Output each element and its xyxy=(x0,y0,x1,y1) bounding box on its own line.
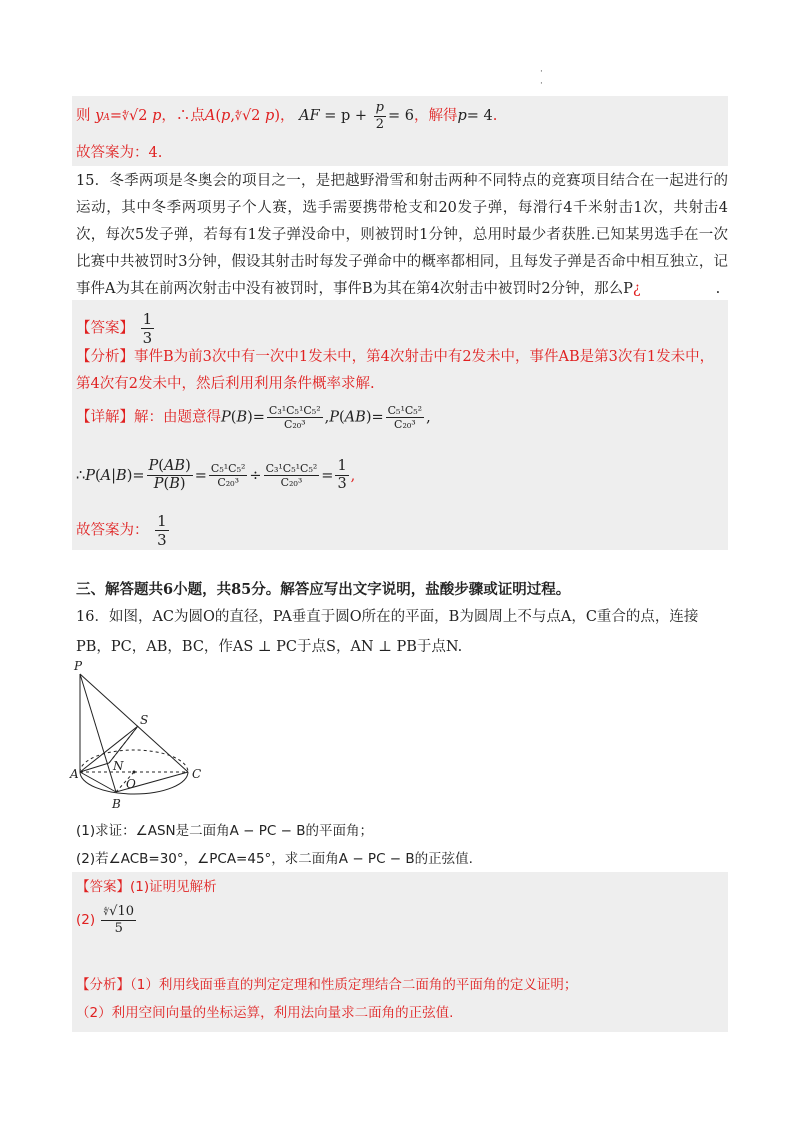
center-o-dot xyxy=(133,771,136,774)
q15-formula: ∴P(A|B)= $\frac{P(AB)}{P(B)}$ = $\frac{\text{C₅¹C₅²}}{\text{C₂₀³}}$ ÷ $\frac{\text{C₃¹C₅¹C₅²}}{\text{C₂₀³}}$ = $\frac{1}{3}$ , xyxy=(76,458,356,493)
q15-final: 故答案为： $\frac{1}{3}$ xyxy=(76,512,167,549)
label-s: S xyxy=(140,713,149,727)
q16-sub1: (1)求证：∠ASN是二面角A − PC − B的平面角； xyxy=(76,823,373,839)
edge-pc xyxy=(80,674,188,772)
q16-line1: 16．如图，AC为圆O的直径，PA垂直于圆O所在的平面，B为圆周上不与点A，C重合的点，连接 xyxy=(76,609,699,625)
label-c: C xyxy=(192,767,202,781)
label-a: A xyxy=(70,767,79,781)
q16-answer2: (2) $\frac{∜√10}{5}$ xyxy=(76,904,134,936)
edge-pb xyxy=(80,674,116,792)
label-p: P xyxy=(74,659,83,673)
label-o: O xyxy=(126,777,136,791)
geometry-figure xyxy=(68,658,218,818)
q16-sub2: (2)若∠ACB=30°，∠PCA=45°，求二面角A − PC − B的正弦值. xyxy=(76,851,473,867)
q15-detail: 【详解】解：由题意得P(B)= $\frac{\text{C₃¹C₅¹C₅²}}{\text{C₂₀³}}$ ,P(AB)= $\frac{\text{C₅¹C₅²}}{\text{C₂₀³}}$ , xyxy=(76,404,431,432)
section-3-heading: 三、解答题共6小题，共85分。解答应写出文字说明，盐酸步骤或证明过程。 xyxy=(76,581,571,598)
prev-solution-line: 则 yA=∜√2 p，∴点A(p,∜√2 p)， AF = p + $\frac{p}{2}$ = 6，解得p= 4. xyxy=(76,100,498,132)
q15-answer: 【答案】 $\frac{1}{3}$ xyxy=(76,310,153,347)
q16-analysis1: 【分析】（1）利用线面垂直的判定定理和性质定理结合二面角的平面角的定义证明； xyxy=(76,977,578,993)
label-n: N xyxy=(113,759,124,773)
q16-answer1: 【答案】(1)证明见解析 xyxy=(76,879,217,895)
q16-analysis2: （2）利用空间向量的坐标运算，利用法向量求二面角的正弦值. xyxy=(76,1005,454,1021)
q15-analysis: 【分析】事件B为前3次中有一次中1发未中，第4次射击中有2发未中，事件AB是第3次有1发未中，第4次有2发未中，然后利用利用条件概率求解. xyxy=(76,349,715,392)
q15-text: 15．冬季两项是冬奥会的项目之一，是把越野滑雪和射击两种不同特点的竞赛项目结合在一起进行的运动，其中冬季两项男子个人赛，选手需要携带枪支和20发子弹，每滑行4千米射击1次，共射击4次，每次5发子弹，若每有1发子弹没命中，则被罚时1分钟，总用时最少者获胜.已知某男选手在一次比赛中共被罚时3分钟，假设其射击时每发子弹命中的概率都相同，且每发子弹是否命中相互独立，记事件A为其在前两次射击中没有被罚时，事件B为其在第4次射击中被罚时2分钟，那么P¿ . xyxy=(76,168,728,303)
edge-an xyxy=(80,763,109,772)
edge-as xyxy=(80,726,138,772)
q16-line2: PB，PC，AB，BC，作AS ⊥ PC于点S，AN ⊥ PB于点N. xyxy=(76,639,463,655)
header-dots: · · xyxy=(540,67,543,89)
circle-back xyxy=(80,750,188,772)
prev-answer: 故答案为：4. xyxy=(76,145,163,161)
label-b: B xyxy=(112,797,121,811)
